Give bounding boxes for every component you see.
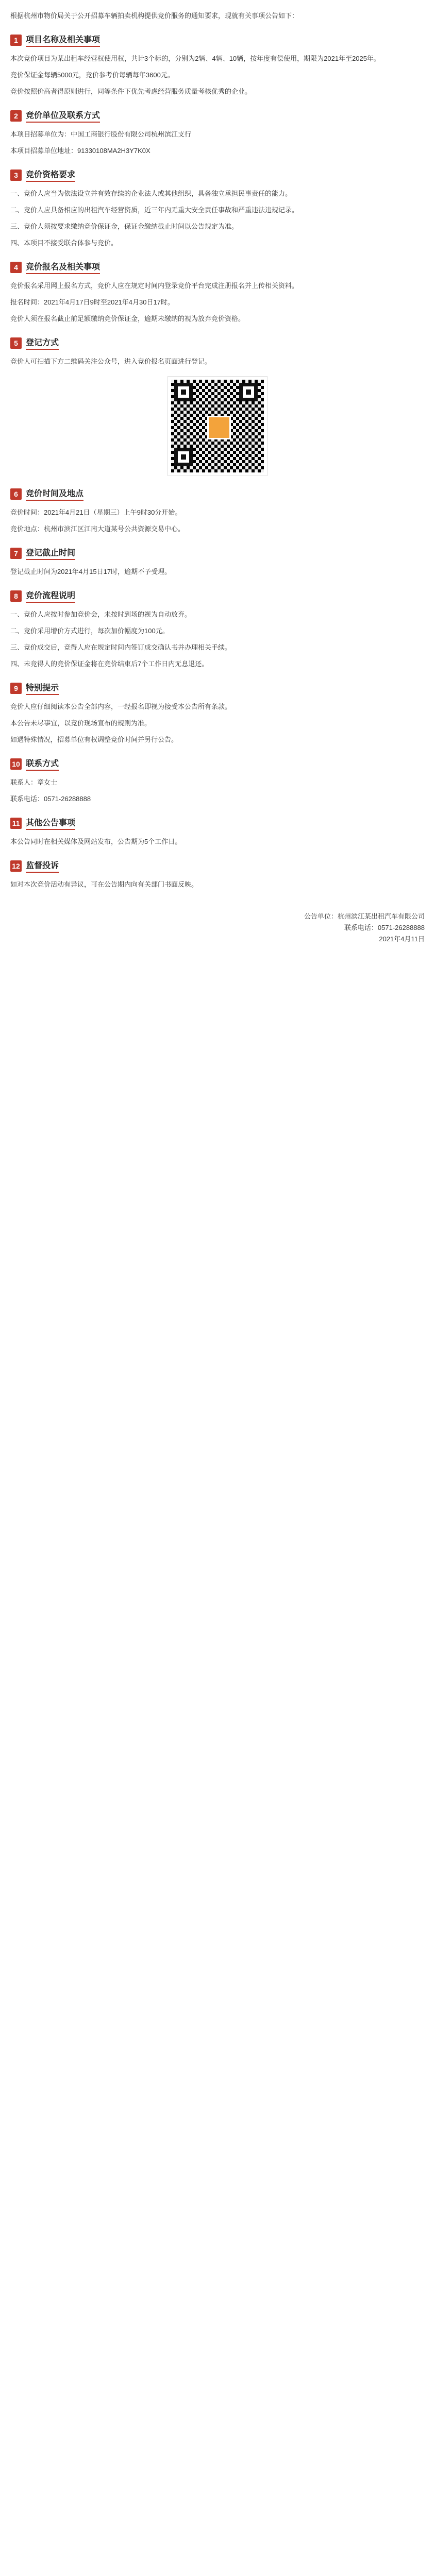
section-paragraph: 联系电话：0571-26288888 [10,795,91,803]
section-title: 竞价报名及相关事项 [26,260,100,274]
section-paragraph: 本项目招募单位为：中国工商银行股份有限公司杭州滨江支行 [10,130,192,138]
section-number-badge: 11 [10,818,22,829]
section-paragraph: 如遇特殊情况，招募单位有权调整竞价时间并另行公告。 [10,736,178,743]
section-header [10,168,425,182]
qr-finder-pattern [239,383,258,401]
section-number-badge: 5 [10,337,22,349]
section-title: 竞价流程说明 [26,589,75,603]
section-title: 竞价时间及地点 [26,487,83,501]
section-header [10,757,425,771]
qr-logo-icon [207,416,231,439]
qr-finder-pattern [174,448,193,466]
section-paragraph: 四、本项目不接受联合体参与竞价。 [10,239,118,247]
intro-paragraph: 根据杭州市物价局关于公开招募车辆拍卖机构提供竞价服务的通知要求，现就有关事项公告如下： [10,12,299,20]
section-header [10,681,425,695]
section-title: 特别提示 [26,681,59,695]
section-1 [10,33,425,97]
section-6 [10,487,425,535]
section-paragraph: 三、竞价成交后，竞得人应在规定时间内签订成交确认书并办理相关手续。 [10,643,232,651]
section-4 [10,260,425,325]
section-paragraph: 本公告同时在相关媒体及网站发布，公告期为5个工作日。 [10,838,182,845]
section-title: 登记截止时间 [26,546,75,560]
section-header [10,33,425,47]
section-number-badge: 7 [10,548,22,559]
section-paragraph: 二、竞价采用增价方式进行，每次加价幅度为100元。 [10,627,169,635]
sections-container [10,33,425,890]
section-paragraph: 竞价时间：2021年4月21日（星期三）上午9时30分开始。 [10,509,182,516]
qr-code-wrapper [10,377,425,476]
section-title: 项目名称及相关事项 [26,33,100,47]
section-header [10,336,425,350]
section-paragraph: 登记截止时间为2021年4月15日17时，逾期不予受理。 [10,568,172,575]
section-number-badge: 8 [10,590,22,602]
section-paragraph: 竞价人须在报名截止前足额缴纳竞价保证金，逾期未缴纳的视为放弃竞价资格。 [10,315,245,323]
section-title: 竞价资格要求 [26,168,75,182]
section-number-badge: 6 [10,488,22,500]
section-paragraph: 二、竞价人应具备相应的出租汽车经营资质，近三年内无重大安全责任事故和严重违法违规记录。 [10,206,299,214]
qr-finder-pattern [174,383,193,401]
section-paragraph: 联系人：章女士 [10,778,58,786]
qr-code-icon[interactable] [168,377,267,476]
section-paragraph: 一、竞价人应当为依法设立并有效存续的企业法人或其他组织，具备独立承担民事责任的能力。 [10,190,292,197]
section-header [10,859,425,873]
section-paragraph: 本公告未尽事宜，以竞价现场宣布的规则为准。 [10,719,152,727]
section-header [10,816,425,830]
section-number-badge: 3 [10,170,22,181]
notice-page [10,0,425,945]
section-3 [10,168,425,249]
section-paragraph: 竞价按照价高者得原则进行，同等条件下优先考虑经营服务质量考核优秀的企业。 [10,88,252,95]
section-paragraph: 竞价人应仔细阅读本公告全部内容，一经报名即视为接受本公告所有条款。 [10,703,232,710]
section-number-badge: 4 [10,262,22,273]
section-paragraph: 竞价报名采用网上报名方式，竞价人应在规定时间内登录竞价平台完成注册报名并上传相关资料。 [10,282,299,290]
section-paragraph: 竞价保证金每辆5000元，竞价参考价每辆每年3600元。 [10,71,174,79]
footer-phone: 联系电话：0571-26288888 [344,924,425,931]
section-paragraph: 如对本次竞价活动有异议，可在公告期内向有关部门书面反映。 [10,880,198,888]
section-2 [10,109,425,157]
section-header [10,109,425,123]
section-paragraph: 一、竞价人应按时参加竞价会，未按时到场的视为自动放弃。 [10,611,192,618]
footer-date: 2021年4月11日 [379,935,425,943]
section-10 [10,757,425,805]
section-number-badge: 10 [10,758,22,770]
section-title: 联系方式 [26,757,59,771]
section-number-badge: 1 [10,35,22,46]
section-header [10,589,425,603]
section-title: 监督投诉 [26,859,59,873]
section-12 [10,859,425,890]
section-paragraph: 竞价地点：杭州市滨江区江南大道某号公共资源交易中心。 [10,525,185,533]
section-header [10,260,425,274]
footer-org: 公告单位：杭州滨江某出租汽车有限公司 [304,912,425,920]
section-paragraph: 本项目招募单位地址：91330108MA2H3Y7K0X [10,147,150,155]
section-number-badge: 9 [10,683,22,694]
section-9 [10,681,425,745]
section-number-badge: 2 [10,110,22,122]
section-paragraph: 三、竞价人须按要求缴纳竞价保证金，保证金缴纳截止时间以公告规定为准。 [10,223,239,230]
section-header [10,546,425,560]
section-7 [10,546,425,578]
section-8 [10,589,425,670]
footer [10,911,425,945]
section-number-badge: 12 [10,860,22,872]
section-title: 登记方式 [26,336,59,350]
section-paragraph: 竞价人可扫描下方二维码关注公众号，进入竞价报名页面进行登记。 [10,358,212,365]
section-paragraph: 四、未竞得人的竞价保证金将在竞价结束后7个工作日内无息退还。 [10,660,209,668]
section-paragraph: 报名时间：2021年4月17日9时至2021年4月30日17时。 [10,298,174,306]
section-11 [10,816,425,848]
section-title: 竞价单位及联系方式 [26,109,100,123]
section-header [10,487,425,501]
section-title: 其他公告事项 [26,816,75,830]
section-paragraph: 本次竞价项目为某出租车经营权使用权，共计3个标的，分别为2辆、4辆、10辆，按年度有偿使用，期限为2021年至2025年。 [10,55,380,62]
section-5 [10,336,425,476]
